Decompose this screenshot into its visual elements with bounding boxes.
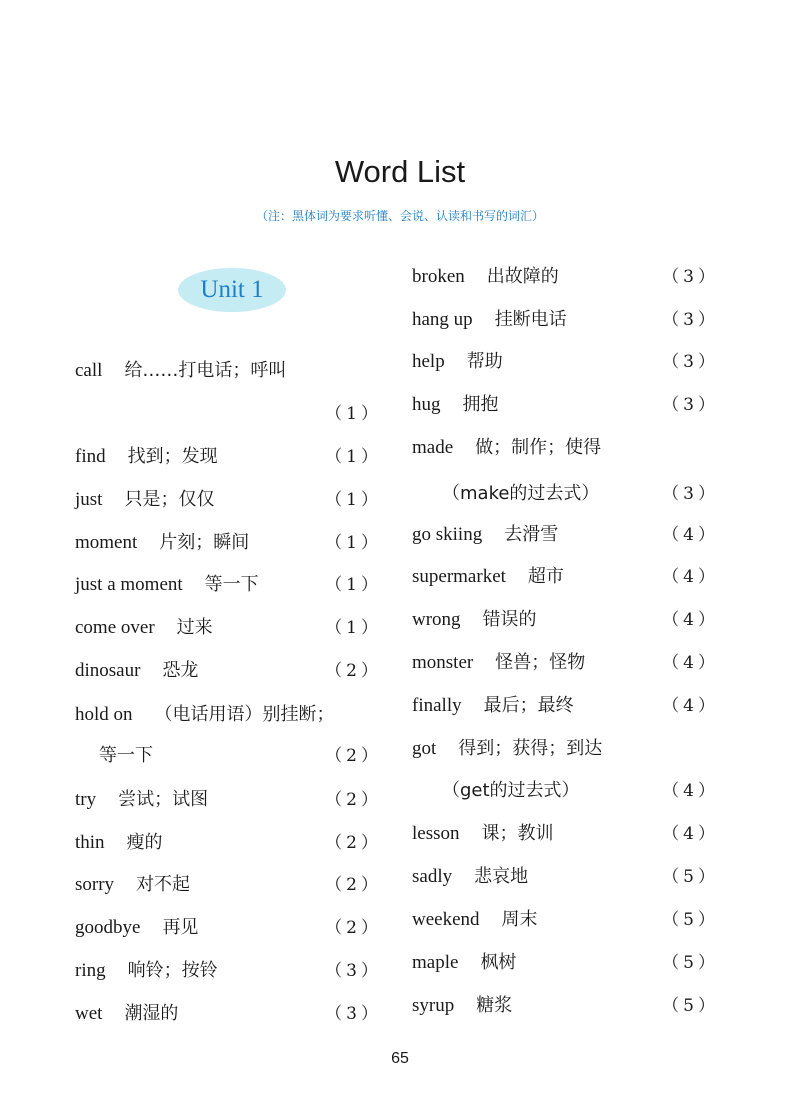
word-entry xyxy=(75,872,382,898)
unit-number: （3） xyxy=(662,484,719,504)
unit-number: （3） xyxy=(325,961,382,981)
word-meaning: 过来 xyxy=(176,617,213,638)
word-english: ring xyxy=(75,960,106,981)
word-meaning: （电话用语）别挂断； xyxy=(154,704,335,725)
word-entry xyxy=(412,307,719,333)
word-meaning: 尝试；试图 xyxy=(118,789,209,810)
word-english: supermarket xyxy=(412,566,506,587)
word-english: finally xyxy=(412,695,462,716)
word-meaning: 片刻；瞬间 xyxy=(159,532,250,553)
unit-number: （1） xyxy=(325,618,382,638)
word-meaning: 响铃；按铃 xyxy=(127,960,218,981)
word-meaning: 枫树 xyxy=(480,952,517,973)
vocabulary-note: （注：黑体词为要求听懂、会说、认读和书写的词汇） xyxy=(255,209,544,223)
word-english: weekend xyxy=(412,909,480,930)
unit-number: （1） xyxy=(325,404,382,424)
word-english: go skiing xyxy=(412,524,483,545)
word-entry xyxy=(412,864,719,890)
word-english: maple xyxy=(412,952,459,973)
word-english: monster xyxy=(412,652,474,673)
word-english: lesson xyxy=(412,823,460,844)
unit-number: （5） xyxy=(662,953,719,973)
word-meaning: 去滑雪 xyxy=(504,524,559,545)
word-meaning: 给……打电话；呼叫 xyxy=(124,360,287,381)
word-english: sadly xyxy=(412,866,453,887)
word-meaning: 拥抱 xyxy=(462,394,499,415)
word-entry xyxy=(75,358,382,384)
word-english: broken xyxy=(412,266,465,287)
word-meaning: （get的过去式） xyxy=(442,780,580,801)
word-entry xyxy=(75,787,382,813)
word-meaning: 瘦的 xyxy=(126,832,163,853)
unit-number: （2） xyxy=(325,875,382,895)
unit-number: （3） xyxy=(662,267,719,287)
word-meaning: 对不起 xyxy=(136,874,191,895)
unit-number: （4） xyxy=(662,781,719,801)
word-english: made xyxy=(412,437,454,458)
word-entry xyxy=(412,392,719,418)
word-meaning: 只是；仅仅 xyxy=(124,489,215,510)
word-entry xyxy=(412,650,719,676)
word-entry xyxy=(412,564,719,590)
word-english: find xyxy=(75,446,106,467)
word-english: hold on xyxy=(75,704,133,725)
word-meaning: 超市 xyxy=(527,566,564,587)
word-entry xyxy=(412,993,719,1019)
word-meaning: 得到；获得；到达 xyxy=(458,738,603,759)
word-meaning: 课；教训 xyxy=(481,823,554,844)
unit-number: （5） xyxy=(662,910,719,930)
word-english: moment xyxy=(75,532,138,553)
word-english: got xyxy=(412,738,437,759)
unit-number: （4） xyxy=(662,610,719,630)
word-entry xyxy=(412,522,719,548)
word-meaning: 帮助 xyxy=(466,351,503,372)
unit-number: （3） xyxy=(662,352,719,372)
word-meaning: 怪兽；怪物 xyxy=(495,652,586,673)
unit-number: （1） xyxy=(325,490,382,510)
word-entry xyxy=(75,702,382,728)
unit-number: （4） xyxy=(662,824,719,844)
word-meaning: 悲哀地 xyxy=(474,866,529,887)
word-english: goodbye xyxy=(75,917,141,938)
unit-number: （2） xyxy=(325,661,382,681)
word-entry xyxy=(75,572,382,598)
word-english: dinosaur xyxy=(75,660,141,681)
word-entry xyxy=(412,907,719,933)
word-entry xyxy=(412,693,719,719)
word-meaning: 再见 xyxy=(162,917,199,938)
word-entry xyxy=(75,915,382,941)
word-english: sorry xyxy=(75,874,115,895)
word-entry xyxy=(75,743,382,769)
word-english: try xyxy=(75,789,97,810)
word-english: come over xyxy=(75,617,155,638)
word-entry xyxy=(75,830,382,856)
unit-number: （4） xyxy=(662,653,719,673)
unit-number: （4） xyxy=(662,696,719,716)
word-meaning: （make的过去式） xyxy=(442,483,600,504)
word-english: wrong xyxy=(412,609,461,630)
word-english: syrup xyxy=(412,995,455,1016)
word-meaning: 最后；最终 xyxy=(483,695,574,716)
word-meaning: 恐龙 xyxy=(162,660,199,681)
page-title: Word List xyxy=(334,154,466,189)
word-entry xyxy=(75,401,382,427)
unit-number: （2） xyxy=(325,790,382,810)
word-meaning: 做；制作；使得 xyxy=(475,437,602,458)
word-english: hang up xyxy=(412,309,473,330)
word-entry xyxy=(412,607,719,633)
word-english: wet xyxy=(75,1003,103,1024)
word-meaning: 潮湿的 xyxy=(124,1003,179,1024)
unit-number: （2） xyxy=(325,746,382,766)
word-meaning: 糖浆 xyxy=(476,995,513,1016)
word-meaning: 找到；发现 xyxy=(127,446,218,467)
unit-number: （3） xyxy=(325,1004,382,1024)
word-entry xyxy=(75,958,382,984)
unit-number: （3） xyxy=(662,310,719,330)
word-meaning: 等一下 xyxy=(99,745,153,766)
unit-number: （4） xyxy=(662,567,719,587)
word-entry xyxy=(412,950,719,976)
word-english: help xyxy=(412,351,445,372)
word-meaning: 出故障的 xyxy=(486,266,559,287)
unit-number: （1） xyxy=(325,447,382,467)
unit-number: （5） xyxy=(662,996,719,1016)
word-meaning: 错误的 xyxy=(482,609,537,630)
word-entry xyxy=(412,435,719,461)
word-entry xyxy=(75,615,382,641)
word-meaning: 等一下 xyxy=(204,574,259,595)
word-meaning: 周末 xyxy=(501,909,538,930)
page-number: 65 xyxy=(391,1050,409,1067)
word-entry xyxy=(412,481,719,507)
word-entry xyxy=(75,530,382,556)
word-entry xyxy=(412,736,719,762)
word-entry xyxy=(75,487,382,513)
word-meaning: 挂断电话 xyxy=(494,309,567,330)
unit-badge xyxy=(178,268,286,312)
unit-number: （2） xyxy=(325,833,382,853)
word-entry xyxy=(75,444,382,470)
word-entry xyxy=(412,349,719,375)
word-entry xyxy=(75,1001,382,1027)
unit-number: （3） xyxy=(662,395,719,415)
unit-number: （5） xyxy=(662,867,719,887)
word-english: call xyxy=(75,360,103,381)
word-entry xyxy=(412,778,719,804)
word-entry xyxy=(412,264,719,290)
unit-label: Unit 1 xyxy=(200,276,264,303)
word-english: thin xyxy=(75,832,105,853)
unit-number: （1） xyxy=(325,533,382,553)
word-english: just xyxy=(75,489,103,510)
word-english: hug xyxy=(412,394,441,415)
unit-number: （4） xyxy=(662,525,719,545)
unit-number: （2） xyxy=(325,918,382,938)
word-entry xyxy=(412,821,719,847)
word-english: just a moment xyxy=(75,574,183,595)
unit-number: （1） xyxy=(325,575,382,595)
word-entry xyxy=(75,658,382,684)
